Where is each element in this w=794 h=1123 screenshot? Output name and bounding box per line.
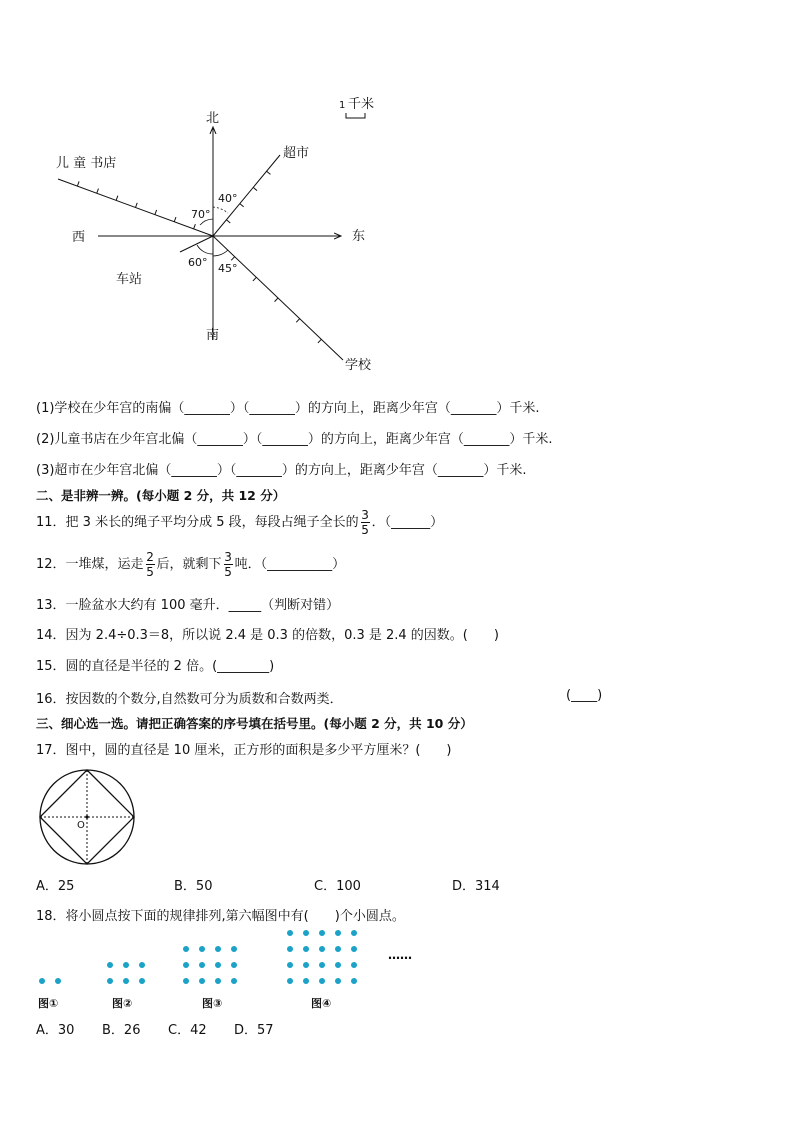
angle-40-label: 40° — [218, 192, 238, 205]
ray-school-tick — [296, 319, 299, 323]
dot-grid-3 — [183, 946, 237, 984]
station-label: 车站 — [116, 272, 143, 287]
dot — [215, 978, 221, 984]
dot — [303, 946, 309, 952]
ray-supermarket-tick — [267, 171, 271, 174]
dot — [319, 946, 325, 952]
question-16-blank: (____) — [566, 688, 603, 703]
q12-numerator-1: 2 — [146, 550, 154, 564]
dot — [287, 978, 293, 984]
section1-item-2: (2)儿童书店在少年宫北偏（_______）（_______）的方向上，距离少年宫（_______）千米. — [36, 432, 553, 447]
supermarket-label: 超市 — [283, 146, 310, 161]
ray-station — [180, 236, 213, 252]
section1-item-1: (1)学校在少年宫的南偏（_______）（_______）的方向上，距离少年宫（_______）千米. — [36, 401, 540, 416]
question-14: 14．因为 2.4÷0.3＝8，所以说 2.4 是 0.3 的倍数，0.3 是 2.4 的因数。( ) — [36, 628, 499, 643]
dot — [39, 978, 45, 984]
dot — [303, 962, 309, 968]
section2-title: 二、是非辨一辨。(每小题 2 分，共 12 分） — [36, 488, 286, 503]
ray-bookstore-tick — [174, 217, 176, 222]
ray-bookstore-tick — [97, 189, 99, 194]
dot-pattern-figure — [30, 925, 450, 995]
dot — [199, 946, 205, 952]
q11-fraction — [361, 509, 370, 536]
dot — [231, 978, 237, 984]
dot — [287, 962, 293, 968]
ray-bookstore-tick — [116, 196, 118, 201]
q12-text: 12．一堆煤，运走 — [36, 557, 144, 572]
q12-denominator-1: 5 — [146, 565, 154, 579]
q11-numerator: 3 — [361, 508, 369, 522]
figure-label-2: 图② — [112, 997, 133, 1010]
question-13: 13．一脸盆水大约有 100 毫升．_____（判断对错） — [36, 598, 340, 613]
scale-bar — [346, 113, 365, 118]
ray-supermarket-tick — [226, 220, 230, 223]
section1-item-3: (3)超市在少年宫北偏（_______）（_______）的方向上，距离少年宫（_______）千米. — [36, 463, 527, 478]
south-label: 南 — [206, 328, 220, 343]
dot — [183, 978, 189, 984]
dot — [303, 930, 309, 936]
angle-arc-60 — [197, 245, 213, 254]
dot — [139, 978, 145, 984]
west-label: 西 — [72, 230, 86, 245]
question-15: 15．圆的直径是半径的 2 倍。(________) — [36, 659, 275, 674]
dot — [183, 946, 189, 952]
dot-grid-1 — [39, 978, 61, 984]
q18-option-a: A．30 — [36, 1023, 75, 1038]
q11-blank: ．（______） — [371, 515, 444, 530]
question-12 — [36, 550, 345, 580]
ray-school-tick — [318, 339, 321, 343]
question-17: 17．图中，圆的直径是 10 厘米，正方形的面积是多少平方厘米？( ) — [36, 743, 452, 758]
scale-unit: 千米 — [348, 97, 375, 112]
angle-arc-45 — [213, 250, 228, 256]
center-label: O — [77, 820, 85, 831]
figure-label-4: 图④ — [311, 997, 332, 1010]
angle-60-label: 60° — [188, 256, 208, 269]
ray-school-tick — [231, 257, 234, 261]
north-label: 北 — [206, 111, 220, 126]
ellipsis: …… — [388, 948, 412, 962]
dot — [199, 962, 205, 968]
dot — [107, 962, 113, 968]
dot — [335, 946, 341, 952]
q17-option-d: D．314 — [452, 879, 500, 894]
ray-school-tick — [275, 298, 278, 302]
dot — [231, 962, 237, 968]
ray-supermarket-tick — [240, 204, 244, 207]
ray-supermarket-tick — [253, 187, 257, 190]
angle-70-label: 70° — [191, 208, 211, 221]
dot — [351, 946, 357, 952]
ray-bookstore-tick — [155, 210, 157, 215]
q12-middle: 后，就剩下 — [156, 557, 222, 572]
dot-grid-4 — [287, 930, 357, 984]
q17-option-c: C．100 — [314, 879, 361, 894]
dot — [335, 962, 341, 968]
q12-numerator-2: 3 — [224, 550, 232, 564]
figure-label-3: 图③ — [202, 997, 223, 1010]
q12-blank: 吨．（__________） — [234, 557, 346, 572]
scale-number: 1 — [339, 100, 346, 111]
bookstore-label: 儿 童 书店 — [56, 156, 117, 171]
dot — [183, 962, 189, 968]
q12-fraction-2 — [224, 551, 233, 578]
angle-45-label: 45° — [218, 262, 238, 275]
dot — [319, 978, 325, 984]
dot — [319, 962, 325, 968]
figure-label-1: 图① — [38, 997, 59, 1010]
q17-option-a: A．25 — [36, 879, 75, 894]
angle-arc-40 — [213, 207, 228, 213]
dot — [199, 978, 205, 984]
q11-text: 11．把 3 米长的绳子平均分成 5 段，每段占绳子全长的 — [36, 515, 359, 530]
dot — [335, 978, 341, 984]
compass-diagram — [0, 0, 794, 380]
question-18: 18．将小圆点按下面的规律排列,第六幅图中有( )个小圆点。 — [36, 909, 405, 924]
ray-bookstore-tick — [194, 224, 196, 229]
center-point — [85, 815, 88, 818]
question-16: 16．按因数的个数分,自然数可分为质数和合数两类． — [36, 692, 343, 707]
ray-bookstore-tick — [136, 203, 138, 208]
dot — [319, 930, 325, 936]
dot — [287, 946, 293, 952]
dot — [231, 946, 237, 952]
dot — [215, 946, 221, 952]
dot-grid-2 — [107, 962, 145, 984]
ray-school-tick — [253, 277, 256, 281]
east-label: 东 — [352, 229, 366, 244]
dot — [55, 978, 61, 984]
ray-bookstore-tick — [77, 181, 79, 186]
section3-title: 三、细心选一选。请把正确答案的序号填在括号里。(每小题 2 分，共 10 分） — [36, 716, 473, 731]
dot — [351, 978, 357, 984]
dot — [107, 978, 113, 984]
dot — [123, 962, 129, 968]
dot — [215, 962, 221, 968]
dot — [139, 962, 145, 968]
q12-fraction-1 — [146, 551, 155, 578]
dot — [351, 930, 357, 936]
question-11 — [36, 508, 443, 538]
dot — [351, 962, 357, 968]
school-label: 学校 — [345, 358, 372, 373]
q17-option-b: B．50 — [174, 879, 213, 894]
dot — [123, 978, 129, 984]
q18-option-c: C．42 — [168, 1023, 207, 1038]
q12-denominator-2: 5 — [224, 565, 232, 579]
q18-option-d: D．57 — [234, 1023, 274, 1038]
dot — [303, 978, 309, 984]
q11-denominator: 5 — [361, 523, 369, 537]
circle-square-figure — [34, 764, 144, 874]
dot — [335, 930, 341, 936]
q18-option-b: B．26 — [102, 1023, 141, 1038]
dot — [287, 930, 293, 936]
